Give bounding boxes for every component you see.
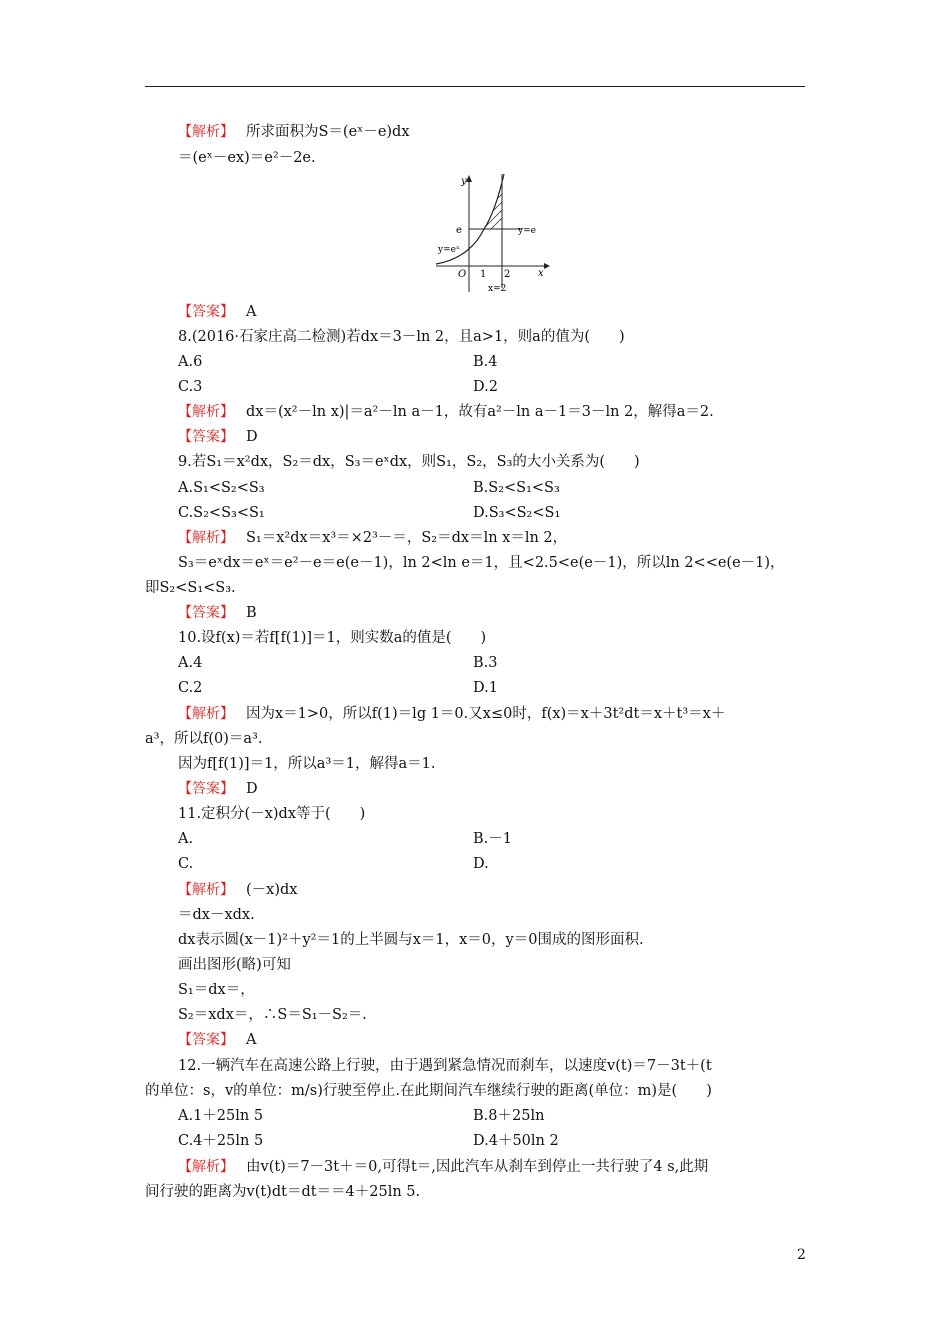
option-9D: D.S₃<S₂<S₁: [473, 505, 561, 521]
y-label: y: [461, 176, 467, 187]
solution-10-line1: 【解析】 因为x＝1>0，所以f(1)＝lg 1＝0.又x≤0时，f(x)＝x＋3t²dt＝x＋t³＝x＋: [178, 706, 726, 722]
solution-12-line1: 【解析】 由v(t)＝7－3t＋＝0,可得t＝,因此汽车从刹车到停止一共行驶了4 s,此期: [178, 1159, 709, 1175]
solution-8: 【解析】 dx＝(x²－ln x)|＝a²－ln a－1，故有a²－ln a－1＝3－ln 2，解得a＝2.: [178, 404, 714, 420]
solution-11-line3: dx表示圆(x－1)²＋y²＝1的上半圆与x＝1，x＝0，y＝0围成的图形面积.: [178, 932, 644, 948]
y-arrow-icon: [466, 175, 472, 182]
option-9A: A.S₁<S₂<S₃: [178, 480, 265, 496]
option-8C: C.3: [178, 379, 203, 395]
option-9C: C.S₂<S₃<S₁: [178, 505, 265, 521]
question-8: 8.(2016·石家庄高二检测)若dx＝3－ln 2，且a>1，则a的值为( ): [178, 329, 625, 345]
tick-1: 1: [480, 269, 487, 280]
question-12-line1: 12.一辆汽车在高速公路上行驶，由于遇到紧急情况而刹车，以速度v(t)＝7－3t＋(t: [178, 1058, 712, 1074]
solution-11-line5: S₁＝dx＝，: [178, 982, 255, 998]
solution-10-line3: 因为f[f(1)]＝1，所以a³＝1，解得a＝1.: [178, 756, 436, 772]
e-label: e: [456, 225, 462, 236]
x-label: x: [538, 268, 544, 279]
option-8D: D.2: [473, 379, 498, 395]
option-8A: A.6: [178, 354, 203, 370]
tick-2: 2: [504, 269, 511, 280]
answer-7: 【答案】 A: [178, 304, 257, 320]
option-10C: C.2: [178, 680, 203, 696]
solution-12-line2: 间行驶的距离为v(t)dt＝dt＝＝4＋25ln 5.: [145, 1184, 421, 1200]
option-12A: A.1＋25ln 5: [178, 1108, 264, 1124]
solution-7-line1: 【解析】 所求面积为S＝(eˣ－e)dx: [178, 124, 410, 140]
solution-9-line1: 【解析】 S₁＝x²dx＝x³＝×2³－＝，S₂＝dx＝ln x＝ln 2，: [178, 530, 568, 546]
page-number: 2: [797, 1247, 806, 1263]
option-11B: B.－1: [473, 831, 512, 847]
option-10B: B.3: [473, 655, 498, 671]
solution-7-line2: ＝(eˣ－ex)＝e²－2e.: [178, 150, 316, 166]
option-10D: D.1: [473, 680, 498, 696]
solution-tag: 【解析】: [178, 124, 234, 140]
option-12C: C.4＋25ln 5: [178, 1133, 264, 1149]
solution-11-line1: 【解析】 (－x)dx: [178, 882, 298, 898]
area-graph: [432, 172, 552, 296]
x-arrow-icon: [544, 263, 550, 269]
option-9B: B.S₂<S₁<S₃: [473, 480, 560, 496]
answer-9: 【答案】 B: [178, 605, 257, 621]
solution-10-line2: a³，所以f(0)＝a³.: [145, 731, 263, 747]
answer-8: 【答案】 D: [178, 429, 258, 445]
line-y-e-label: y=e: [518, 226, 536, 236]
answer-11: 【答案】 A: [178, 1032, 257, 1048]
answer-10: 【答案】 D: [178, 781, 258, 797]
option-8B: B.4: [473, 354, 498, 370]
solution-9-line3: 即S₂<S₁<S₃.: [145, 580, 236, 596]
shaded-region: [472, 172, 512, 248]
solution-11-line6: S₂＝xdx＝，∴S＝S₁－S₂＝.: [178, 1007, 367, 1023]
question-9: 9.若S₁＝x²dx，S₂＝dx，S₃＝eˣdx，则S₁，S₂，S₃的大小关系为( ): [178, 454, 640, 470]
origin-label: O: [458, 269, 467, 280]
solution-9-line2: S₃＝eˣdx＝eˣ＝e²－e＝e(e－1)，ln 2<ln e＝1，且<2.5<e(e－1)，所以ln 2<<e(e－1)，: [178, 555, 785, 571]
question-10: 10.设f(x)＝若f[f(1)]＝1，则实数a的值是( ): [178, 630, 487, 646]
option-11D: D.: [473, 856, 489, 872]
option-11A: A.: [178, 831, 194, 847]
question-11: 11.定积分(－x)dx等于( ): [178, 806, 366, 822]
question-12-line2: 的单位：s，v的单位：m/s)行驶至停止.在此期间汽车继续行驶的距离(单位：m)是( ): [145, 1083, 712, 1099]
option-12D: D.4＋50ln 2: [473, 1133, 559, 1149]
header-rule: [145, 86, 805, 87]
option-12B: B.8＋25ln: [473, 1108, 545, 1124]
curve-label: y=eˣ: [438, 245, 460, 255]
solution-11-line4: 画出图形(略)可知: [178, 957, 291, 973]
option-10A: A.4: [178, 655, 203, 671]
option-11C: C.: [178, 856, 194, 872]
solution-11-line2: ＝dx－xdx.: [178, 907, 255, 923]
vline-label: x=2: [488, 284, 507, 294]
